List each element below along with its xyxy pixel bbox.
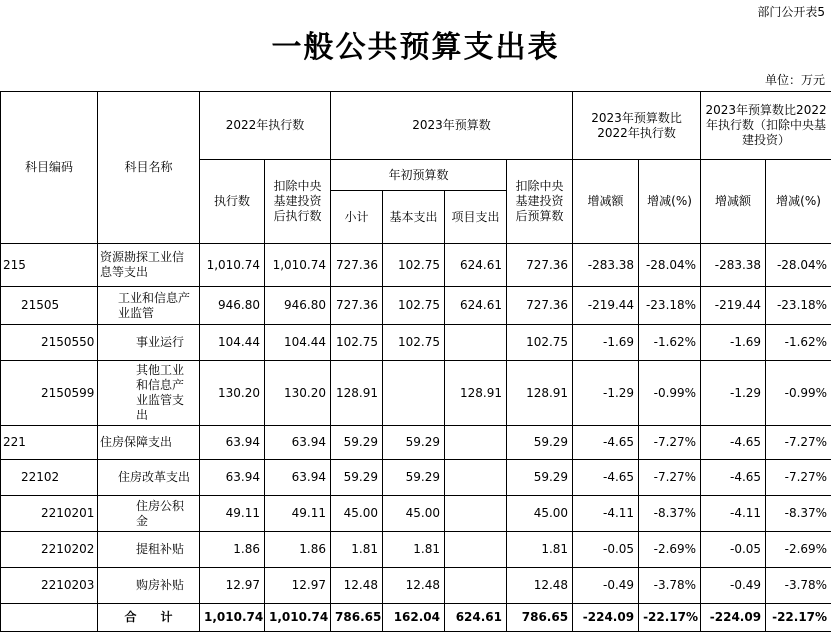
header-increase-pct: 增减(%) <box>639 160 701 244</box>
row-value: -23.18% <box>766 287 831 325</box>
row-name: 提租补贴 <box>98 532 200 568</box>
row-value: -7.27% <box>766 460 831 496</box>
row-value: 1.81 <box>331 532 383 568</box>
row-code: 2210202 <box>1 532 98 568</box>
header-subtotal: 小计 <box>331 191 383 244</box>
total-cell: 162.04 <box>383 604 445 632</box>
row-value: -3.78% <box>639 568 701 604</box>
row-value: -0.05 <box>701 532 766 568</box>
row-value: -1.62% <box>639 325 701 361</box>
row-code: 221 <box>1 426 98 460</box>
header-basic: 基本支出 <box>383 191 445 244</box>
row-value: 59.29 <box>507 460 573 496</box>
total-cell: 786.65 <box>507 604 573 632</box>
row-code: 2150550 <box>1 325 98 361</box>
form-number-label: 部门公开表5 <box>757 5 825 19</box>
row-value <box>445 496 507 532</box>
total-row <box>1 604 831 632</box>
row-value: -23.18% <box>639 287 701 325</box>
row-value: -1.69 <box>573 325 639 361</box>
row-value: -7.27% <box>639 460 701 496</box>
header-budget-2023: 2023年预算数 <box>331 92 573 160</box>
row-value: -1.29 <box>573 361 639 426</box>
total-cell: 1,010.74 <box>265 604 331 632</box>
row-name: 住房公积金 <box>98 496 200 532</box>
row-value: 128.91 <box>445 361 507 426</box>
row-value <box>445 532 507 568</box>
row-value: 12.97 <box>200 568 265 604</box>
row-name: 事业运行 <box>98 325 200 361</box>
table-row <box>1 532 831 568</box>
row-value: 727.36 <box>331 244 383 287</box>
row-value: 63.94 <box>200 460 265 496</box>
row-value: 1.81 <box>507 532 573 568</box>
table-row <box>1 496 831 532</box>
row-value: -1.69 <box>701 325 766 361</box>
row-code: 2210201 <box>1 496 98 532</box>
row-value: 946.80 <box>265 287 331 325</box>
row-value: 49.11 <box>200 496 265 532</box>
table-row <box>1 426 831 460</box>
row-value: -4.65 <box>573 460 639 496</box>
budget-table <box>0 91 831 632</box>
row-value: 59.29 <box>383 460 445 496</box>
row-name: 资源勘探工业信息等支出 <box>98 244 200 287</box>
row-name: 住房改革支出 <box>98 460 200 496</box>
row-value: 12.48 <box>331 568 383 604</box>
row-value: 45.00 <box>331 496 383 532</box>
row-name: 住房保障支出 <box>98 426 200 460</box>
row-value: 128.91 <box>507 361 573 426</box>
row-value: 624.61 <box>445 287 507 325</box>
row-value: 12.48 <box>383 568 445 604</box>
row-value: -1.29 <box>701 361 766 426</box>
table-row <box>1 325 831 361</box>
row-value: 102.75 <box>331 325 383 361</box>
row-value <box>445 426 507 460</box>
row-value: -0.49 <box>573 568 639 604</box>
row-code: 215 <box>1 244 98 287</box>
header-exec-excl: 扣除中央基建投资后执行数 <box>265 160 331 244</box>
row-value: 727.36 <box>507 287 573 325</box>
row-name: 工业和信息产业监管 <box>98 287 200 325</box>
header-compare-excl: 2023年预算数比2022年执行数（扣除中央基建投资） <box>701 92 831 160</box>
total-cell: -224.09 <box>573 604 639 632</box>
row-value: 63.94 <box>265 460 331 496</box>
row-value: 59.29 <box>331 460 383 496</box>
row-value: 102.75 <box>383 244 445 287</box>
row-value: -7.27% <box>766 426 831 460</box>
row-name: 购房补贴 <box>98 568 200 604</box>
row-value: 1.86 <box>265 532 331 568</box>
row-value: 1.86 <box>200 532 265 568</box>
row-value: 130.20 <box>265 361 331 426</box>
total-cell: -22.17% <box>766 604 831 632</box>
row-value: -28.04% <box>766 244 831 287</box>
row-value: -0.99% <box>639 361 701 426</box>
row-name: 其他工业和信息产业监管支出 <box>98 361 200 426</box>
row-value: 45.00 <box>507 496 573 532</box>
row-value: 727.36 <box>507 244 573 287</box>
row-value <box>445 325 507 361</box>
header-increase-amount-excl: 增减额 <box>701 160 766 244</box>
row-code: 21505 <box>1 287 98 325</box>
total-cell: -224.09 <box>701 604 766 632</box>
row-value: -283.38 <box>573 244 639 287</box>
row-value: -219.44 <box>701 287 766 325</box>
row-value: -4.11 <box>573 496 639 532</box>
table-row <box>1 460 831 496</box>
row-code: 22102 <box>1 460 98 496</box>
row-value: 59.29 <box>331 426 383 460</box>
row-value: 49.11 <box>265 496 331 532</box>
header-exec-2022: 2022年执行数 <box>200 92 331 160</box>
row-value: 102.75 <box>383 325 445 361</box>
total-cell: -22.17% <box>639 604 701 632</box>
header-increase-amount: 增减额 <box>573 160 639 244</box>
row-value: -4.11 <box>701 496 766 532</box>
table-row <box>1 244 831 287</box>
row-value: 104.44 <box>265 325 331 361</box>
unit-label: 单位：万元 <box>764 73 825 87</box>
row-value: -1.62% <box>766 325 831 361</box>
header-exec-amount: 执行数 <box>200 160 265 244</box>
row-code: 2210203 <box>1 568 98 604</box>
row-value: 59.29 <box>383 426 445 460</box>
row-value: 102.75 <box>507 325 573 361</box>
row-value: 1,010.74 <box>265 244 331 287</box>
row-value: 128.91 <box>331 361 383 426</box>
row-value: -0.49 <box>701 568 766 604</box>
row-value: 12.48 <box>507 568 573 604</box>
row-value: 63.94 <box>265 426 331 460</box>
row-value <box>383 361 445 426</box>
row-value: -2.69% <box>639 532 701 568</box>
row-value: 45.00 <box>383 496 445 532</box>
row-value: 1,010.74 <box>200 244 265 287</box>
header-compare-exec: 2023年预算数比2022年执行数 <box>573 92 701 160</box>
row-value: 624.61 <box>445 244 507 287</box>
row-value: -3.78% <box>766 568 831 604</box>
row-value: -7.27% <box>639 426 701 460</box>
row-value: 130.20 <box>200 361 265 426</box>
row-value: 102.75 <box>383 287 445 325</box>
row-value: -4.65 <box>701 426 766 460</box>
header-increase-pct-excl: 增减(%) <box>766 160 831 244</box>
header-project: 项目支出 <box>445 191 507 244</box>
row-value: 946.80 <box>200 287 265 325</box>
row-value: -0.99% <box>766 361 831 426</box>
row-value: 63.94 <box>200 426 265 460</box>
row-value: 12.97 <box>265 568 331 604</box>
header-budget-excl: 扣除中央基建投资后预算数 <box>507 160 573 244</box>
row-value: -2.69% <box>766 532 831 568</box>
row-value: 727.36 <box>331 287 383 325</box>
row-value <box>445 568 507 604</box>
header-initial-budget: 年初预算数 <box>331 160 507 191</box>
row-value: -8.37% <box>639 496 701 532</box>
row-value: -283.38 <box>701 244 766 287</box>
row-value: 1.81 <box>383 532 445 568</box>
table-row <box>1 287 831 325</box>
total-cell: 786.65 <box>331 604 383 632</box>
page-title: 一般公共预算支出表 <box>271 30 560 65</box>
header-name: 科目名称 <box>98 92 200 244</box>
total-label: 合 计 <box>98 604 200 632</box>
row-code: 2150599 <box>1 361 98 426</box>
total-cell: 624.61 <box>445 604 507 632</box>
row-value: 104.44 <box>200 325 265 361</box>
row-value: -219.44 <box>573 287 639 325</box>
row-value: -28.04% <box>639 244 701 287</box>
table-row <box>1 568 831 604</box>
row-value <box>445 460 507 496</box>
row-value: -4.65 <box>701 460 766 496</box>
table-row <box>1 361 831 426</box>
row-value: -8.37% <box>766 496 831 532</box>
row-value: -4.65 <box>573 426 639 460</box>
row-value: -0.05 <box>573 532 639 568</box>
row-value: 59.29 <box>507 426 573 460</box>
header-code: 科目编码 <box>1 92 98 244</box>
total-cell: 1,010.74 <box>200 604 265 632</box>
